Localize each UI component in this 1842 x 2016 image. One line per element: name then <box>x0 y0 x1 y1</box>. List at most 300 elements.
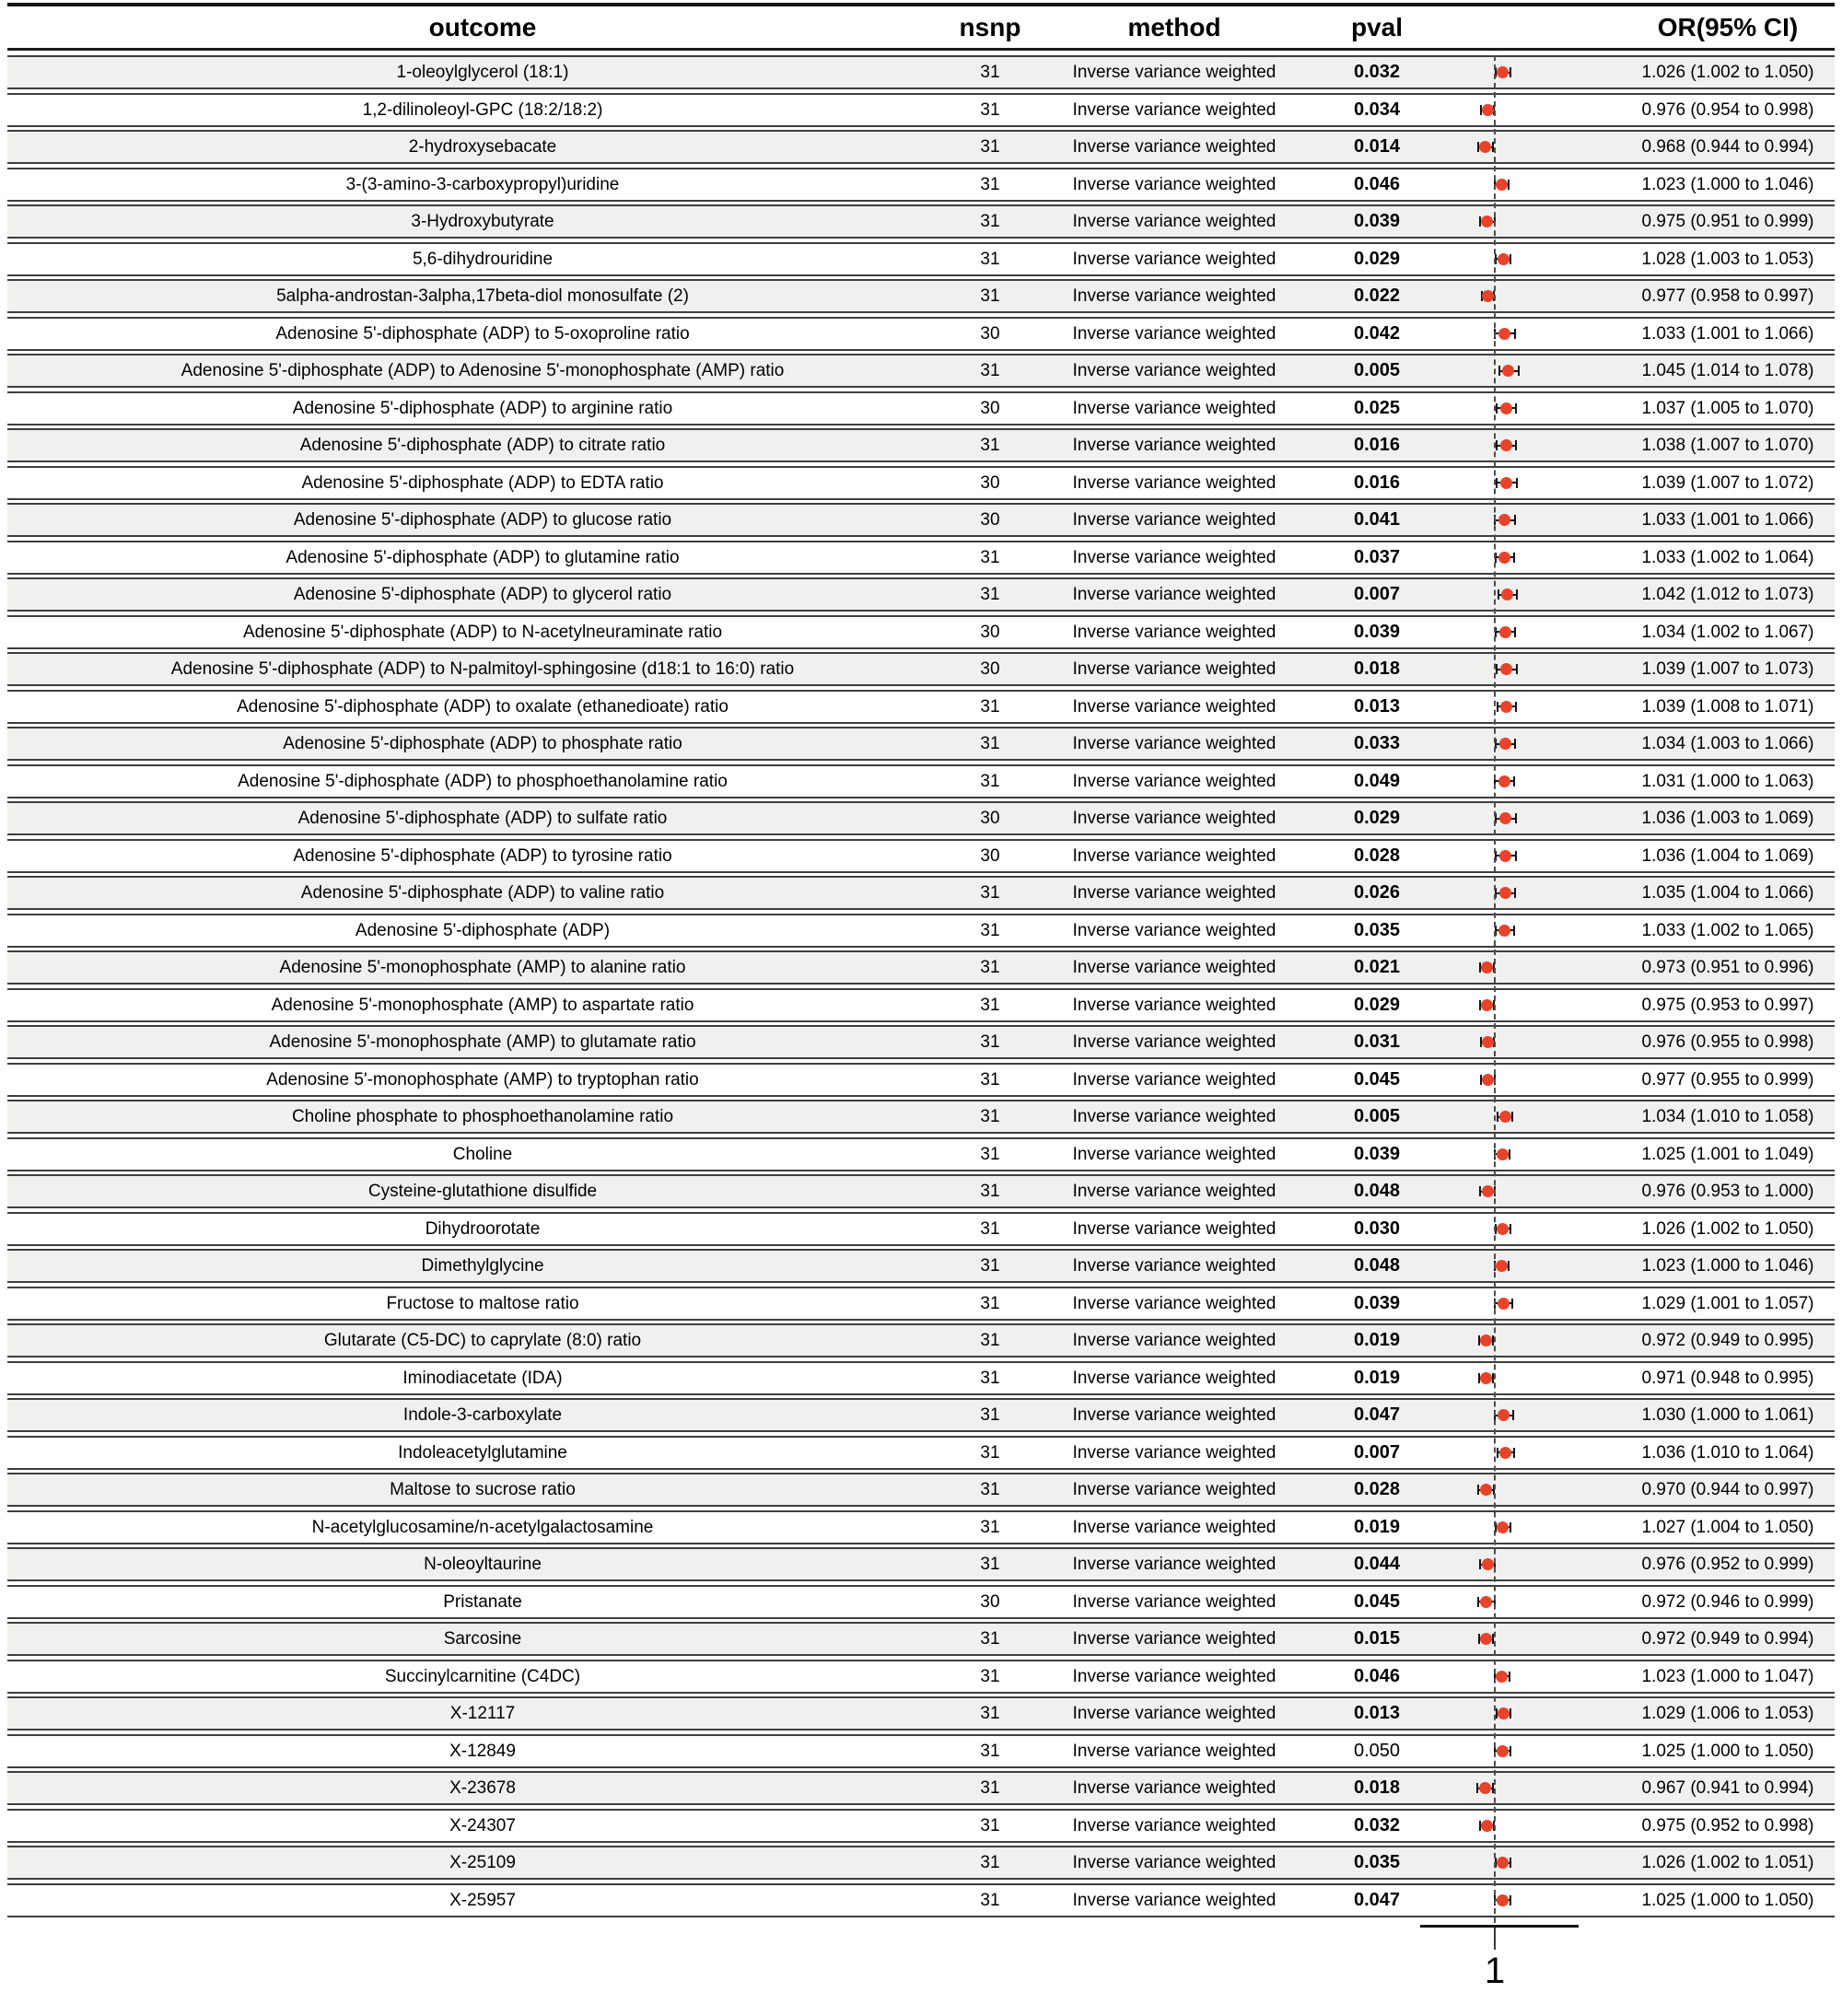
pval-cell: 0.028 <box>1353 845 1401 866</box>
table-row <box>7 204 1835 239</box>
or-point-marker <box>1497 1894 1509 1906</box>
or-point-marker <box>1480 1372 1492 1384</box>
or-ci-cell: 0.972 (0.946 to 0.999) <box>1641 1591 1814 1612</box>
column-header-pval: pval <box>1350 12 1404 41</box>
nsnp-cell: 31 <box>980 1368 1000 1388</box>
or-point-marker <box>1499 887 1511 899</box>
or-point-marker <box>1496 1671 1508 1683</box>
or-point-marker <box>1498 253 1510 265</box>
method-cell: Inverse variance weighted <box>1072 1069 1277 1090</box>
method-cell: Inverse variance weighted <box>1072 547 1277 567</box>
forest-cell <box>1428 1438 1621 1468</box>
pval-cell: 0.019 <box>1353 1367 1401 1388</box>
table-row <box>7 503 1835 537</box>
nsnp-cell: 31 <box>980 1331 1000 1350</box>
or-ci-cell: 1.029 (1.006 to 1.053) <box>1641 1704 1814 1723</box>
or-ci-cell: 0.976 (0.955 to 0.998) <box>1641 1032 1814 1052</box>
or-ci-cell: 1.034 (1.010 to 1.058) <box>1641 1107 1814 1126</box>
outcome-cell: Adenosine 5'-diphosphate (ADP) to EDTA ratio <box>301 472 664 493</box>
method-cell: Inverse variance weighted <box>1072 1442 1277 1462</box>
outcome-cell: Adenosine 5'-diphosphate (ADP) to oxalate (ethanedioate) ratio <box>237 696 729 717</box>
outcome-cell: Adenosine 5'-monophosphate (AMP) to aspartate ratio <box>271 995 694 1015</box>
pval-cell: 0.018 <box>1353 658 1401 679</box>
ci-cap-right <box>1513 926 1515 936</box>
nsnp-cell: 31 <box>980 1107 1000 1126</box>
pval-cell: 0.019 <box>1353 1330 1401 1350</box>
nsnp-cell: 31 <box>980 547 1000 567</box>
nsnp-cell: 30 <box>980 510 1000 530</box>
nsnp-cell: 31 <box>980 1778 1000 1798</box>
nsnp-cell: 31 <box>980 696 1000 717</box>
method-cell: Inverse variance weighted <box>1072 1666 1277 1686</box>
or-point-marker <box>1497 1521 1509 1533</box>
nsnp-cell: 31 <box>980 958 1000 977</box>
forest-cell <box>1428 1811 1621 1841</box>
forest-cell <box>1428 206 1621 237</box>
pval-cell: 0.041 <box>1353 509 1401 530</box>
forest-cell <box>1428 654 1621 684</box>
forest-cell <box>1428 319 1621 349</box>
forest-cell <box>1428 393 1621 424</box>
method-cell: Inverse variance weighted <box>1072 510 1277 530</box>
ci-cap-right <box>1512 1410 1514 1420</box>
pval-cell: 0.033 <box>1353 733 1401 753</box>
table-row <box>7 1809 1835 1843</box>
method-cell: Inverse variance weighted <box>1072 472 1277 493</box>
table-row <box>7 615 1835 649</box>
forest-cell <box>1428 505 1621 535</box>
outcome-cell: Adenosine 5'-diphosphate (ADP) to 5-oxoproline ratio <box>275 323 690 344</box>
pval-cell: 0.046 <box>1353 1665 1401 1686</box>
nsnp-cell: 30 <box>980 622 1000 642</box>
ci-cap-right <box>1514 627 1516 637</box>
outcome-cell: N-acetylglucosamine/n-acetylgalactosamine <box>311 1517 654 1537</box>
or-point-marker <box>1499 812 1511 824</box>
outcome-cell: 3-(3-amino-3-carboxypropyl)uridine <box>345 174 620 194</box>
method-cell: Inverse variance weighted <box>1072 1517 1277 1537</box>
outcome-cell: Adenosine 5'-diphosphate (ADP) to N-acetylneuraminate ratio <box>242 622 723 642</box>
outcome-cell: Glutarate (C5-DC) to caprylate (8:0) ratio <box>323 1331 642 1350</box>
nsnp-cell: 31 <box>980 361 1000 380</box>
forest-cell <box>1428 468 1621 498</box>
ci-cap-right <box>1509 1672 1510 1682</box>
ci-cap-right <box>1518 366 1520 376</box>
forest-cell <box>1428 1512 1621 1543</box>
or-ci-cell: 0.973 (0.951 to 0.996) <box>1641 958 1814 977</box>
ci-cap-right <box>1510 67 1511 77</box>
table-header-row <box>7 6 1835 51</box>
or-ci-cell: 1.034 (1.003 to 1.066) <box>1641 734 1814 753</box>
outcome-cell: Indoleacetylglutamine <box>398 1442 567 1462</box>
or-point-marker <box>1482 290 1494 302</box>
forest-cell <box>1428 1288 1621 1319</box>
forest-cell <box>1428 244 1621 274</box>
outcome-cell: N-oleoyltaurine <box>424 1555 542 1574</box>
pval-cell: 0.035 <box>1353 1852 1401 1872</box>
or-ci-cell: 1.030 (1.000 to 1.061) <box>1641 1405 1814 1425</box>
pval-cell: 0.025 <box>1353 397 1401 418</box>
ci-cap-right <box>1510 1858 1511 1868</box>
nsnp-cell: 31 <box>980 1256 1000 1276</box>
or-ci-cell: 1.034 (1.002 to 1.067) <box>1641 622 1814 642</box>
method-cell: Inverse variance weighted <box>1072 212 1277 231</box>
table-row <box>7 1174 1835 1208</box>
method-cell: Inverse variance weighted <box>1072 137 1277 157</box>
table-row <box>7 1883 1835 1917</box>
method-cell: Inverse variance weighted <box>1072 1890 1277 1910</box>
outcome-cell: Adenosine 5'-diphosphate (ADP) to valine ratio <box>300 883 665 903</box>
outcome-cell: 3-Hydroxybutyrate <box>411 212 554 231</box>
table-row <box>7 130 1835 164</box>
method-cell: Inverse variance weighted <box>1072 1778 1277 1798</box>
outcome-cell: Fructose to maltose ratio <box>386 1293 579 1313</box>
ci-cap-left <box>1496 440 1498 450</box>
pval-cell: 0.032 <box>1353 62 1401 82</box>
method-cell: Inverse variance weighted <box>1072 585 1277 604</box>
ci-cap-right <box>1514 515 1516 525</box>
method-cell: Inverse variance weighted <box>1072 1368 1277 1388</box>
forest-cell <box>1428 617 1621 647</box>
forest-cell <box>1428 1587 1621 1617</box>
table-row <box>7 1547 1835 1581</box>
or-ci-cell: 0.975 (0.953 to 0.997) <box>1641 995 1814 1015</box>
method-cell: Inverse variance weighted <box>1072 1480 1277 1499</box>
or-point-marker <box>1482 1074 1494 1086</box>
pval-cell: 0.039 <box>1353 621 1401 642</box>
pval-cell: 0.016 <box>1353 472 1401 493</box>
table-row <box>7 1025 1835 1059</box>
outcome-cell: Adenosine 5'-monophosphate (AMP) to glutamate ratio <box>269 1032 696 1052</box>
table-row <box>7 727 1835 761</box>
or-ci-cell: 1.038 (1.007 to 1.070) <box>1641 436 1814 455</box>
forest-cell <box>1428 1847 1621 1878</box>
pval-cell: 0.005 <box>1353 1106 1401 1126</box>
or-point-marker <box>1500 439 1512 451</box>
or-point-marker <box>1482 104 1494 116</box>
ci-cap-left <box>1497 702 1498 712</box>
outcome-cell: Adenosine 5'-diphosphate (ADP) to Adenosine 5'-monophosphate (AMP) ratio <box>181 361 785 380</box>
nsnp-cell: 31 <box>980 920 1000 940</box>
forest-cell <box>1428 915 1621 946</box>
ci-cap-right <box>1515 702 1517 712</box>
table-row <box>7 1063 1835 1097</box>
table-row <box>7 914 1835 948</box>
ci-cap-right <box>1509 1149 1510 1159</box>
nsnp-cell: 31 <box>980 1442 1000 1462</box>
forest-cell <box>1428 430 1621 460</box>
pval-cell: 0.039 <box>1353 1292 1401 1313</box>
nsnp-cell: 31 <box>980 1293 1000 1313</box>
method-cell: Inverse variance weighted <box>1072 958 1277 977</box>
outcome-cell: 2-hydroxysebacate <box>408 137 557 157</box>
pval-cell: 0.019 <box>1353 1516 1401 1537</box>
outcome-cell: Adenosine 5'-diphosphate (ADP) to glycerol ratio <box>293 585 672 604</box>
nsnp-cell: 31 <box>980 1853 1000 1872</box>
nsnp-cell: 31 <box>980 585 1000 604</box>
ci-cap-right <box>1510 1708 1511 1719</box>
ci-cap-left <box>1496 664 1498 674</box>
table-row <box>7 577 1835 612</box>
table-row <box>7 876 1835 910</box>
or-ci-cell: 1.036 (1.003 to 1.069) <box>1641 809 1814 828</box>
pval-cell: 0.034 <box>1353 99 1401 120</box>
pval-cell: 0.050 <box>1353 1740 1401 1761</box>
table-row <box>7 1473 1835 1507</box>
nsnp-cell: 31 <box>980 436 1000 455</box>
ci-cap-right <box>1516 664 1518 674</box>
table-row <box>7 55 1835 89</box>
method-cell: Inverse variance weighted <box>1072 1405 1277 1425</box>
or-ci-cell: 1.023 (1.000 to 1.046) <box>1641 174 1814 194</box>
or-point-marker <box>1497 1857 1509 1869</box>
or-point-marker <box>1498 1409 1510 1421</box>
ci-cap-right <box>1515 851 1517 861</box>
outcome-cell: Adenosine 5'-diphosphate (ADP) to glutamine ratio <box>286 547 680 567</box>
or-point-marker <box>1499 850 1511 862</box>
outcome-cell: Adenosine 5'-diphosphate (ADP) to sulfate ratio <box>297 809 668 828</box>
or-point-marker <box>1500 701 1512 713</box>
nsnp-cell: 30 <box>980 472 1000 493</box>
or-ci-cell: 0.967 (0.941 to 0.994) <box>1641 1778 1814 1798</box>
or-ci-cell: 1.025 (1.000 to 1.050) <box>1641 1741 1814 1761</box>
method-cell: Inverse variance weighted <box>1072 734 1277 753</box>
outcome-cell: Adenosine 5'-diphosphate (ADP) to tyrosine ratio <box>293 845 672 866</box>
nsnp-cell: 31 <box>980 1182 1000 1201</box>
method-cell: Inverse variance weighted <box>1072 1032 1277 1052</box>
ci-cap-right <box>1510 1746 1511 1756</box>
x-axis-tick <box>1494 1928 1496 1950</box>
outcome-cell: X-12849 <box>449 1741 516 1761</box>
pval-cell: 0.037 <box>1353 546 1401 567</box>
pval-cell: 0.005 <box>1353 360 1401 380</box>
or-point-marker <box>1502 365 1514 377</box>
forest-cell <box>1428 281 1621 311</box>
or-ci-cell: 1.035 (1.004 to 1.066) <box>1641 883 1814 903</box>
nsnp-cell: 31 <box>980 1218 1000 1239</box>
nsnp-cell: 31 <box>980 1815 1000 1835</box>
forest-cell <box>1428 1698 1621 1729</box>
ci-cap-right <box>1514 739 1516 749</box>
pval-cell: 0.032 <box>1353 1814 1401 1835</box>
ci-cap-left <box>1497 1448 1498 1458</box>
method-cell: Inverse variance weighted <box>1072 622 1277 642</box>
or-ci-cell: 0.976 (0.952 to 0.999) <box>1641 1555 1814 1574</box>
ci-cap-right <box>1516 478 1518 488</box>
nsnp-cell: 31 <box>980 1480 1000 1499</box>
or-point-marker <box>1499 738 1511 750</box>
ci-cap-left <box>1477 1597 1479 1607</box>
or-ci-cell: 0.975 (0.951 to 0.999) <box>1641 212 1814 231</box>
nsnp-cell: 31 <box>980 1144 1000 1164</box>
table-row <box>7 1771 1835 1805</box>
pval-cell: 0.047 <box>1353 1404 1401 1425</box>
forest-cell <box>1428 1101 1621 1132</box>
outcome-cell: 5,6-dihydrouridine <box>412 249 554 269</box>
table-row <box>7 391 1835 425</box>
forest-cell <box>1428 841 1621 871</box>
forest-cell <box>1428 1736 1621 1766</box>
ci-cap-right <box>1514 329 1516 339</box>
or-ci-cell: 1.028 (1.003 to 1.053) <box>1641 249 1814 269</box>
forest-cell <box>1428 1214 1621 1244</box>
forest-cell <box>1428 1474 1621 1505</box>
pval-cell: 0.013 <box>1353 1703 1401 1723</box>
or-point-marker <box>1500 402 1512 414</box>
nsnp-cell: 30 <box>980 1591 1000 1612</box>
pval-cell: 0.014 <box>1353 136 1401 157</box>
forest-cell <box>1428 1773 1621 1803</box>
or-point-marker <box>1480 1596 1492 1608</box>
table-row <box>7 1249 1835 1283</box>
x-axis-tick-label: 1 <box>1484 1951 1506 1991</box>
ci-cap-right <box>1508 180 1510 190</box>
outcome-cell: X-23678 <box>449 1778 516 1798</box>
or-ci-cell: 1.033 (1.002 to 1.064) <box>1641 547 1814 567</box>
pval-cell: 0.039 <box>1353 211 1401 231</box>
nsnp-cell: 30 <box>980 659 1000 679</box>
ci-cap-right <box>1515 440 1517 450</box>
method-cell: Inverse variance weighted <box>1072 286 1277 306</box>
or-ci-cell: 1.045 (1.014 to 1.078) <box>1641 361 1814 380</box>
or-ci-cell: 1.039 (1.007 to 1.073) <box>1641 659 1814 679</box>
nsnp-cell: 30 <box>980 845 1000 866</box>
nsnp-cell: 31 <box>980 771 1000 791</box>
outcome-cell: Sarcosine <box>443 1629 522 1649</box>
outcome-cell: Adenosine 5'-diphosphate (ADP) to phosphoethanolamine ratio <box>238 771 728 791</box>
outcome-cell: 5alpha-androstan-3alpha,17beta-diol monosulfate (2) <box>276 286 689 306</box>
table-row <box>7 1398 1835 1432</box>
pval-cell: 0.045 <box>1353 1068 1401 1090</box>
nsnp-cell: 31 <box>980 1069 1000 1090</box>
or-ci-cell: 1.036 (1.004 to 1.069) <box>1641 845 1814 866</box>
ci-cap-right <box>1513 776 1515 787</box>
method-cell: Inverse variance weighted <box>1072 1591 1277 1612</box>
outcome-cell: X-25109 <box>449 1853 516 1872</box>
forest-cell <box>1428 766 1621 797</box>
pval-cell: 0.015 <box>1353 1628 1401 1649</box>
method-cell: Inverse variance weighted <box>1072 659 1277 679</box>
or-point-marker <box>1480 1484 1492 1496</box>
or-point-marker <box>1479 141 1491 153</box>
ci-cap-right <box>1510 1522 1511 1532</box>
ci-cap-right <box>1511 1112 1513 1122</box>
table-body <box>7 55 1835 1920</box>
outcome-cell: 1,2-dilinoleoyl-GPC (18:2/18:2) <box>362 99 603 120</box>
or-point-marker <box>1498 514 1510 526</box>
pval-cell: 0.018 <box>1353 1777 1401 1798</box>
table-row <box>7 1361 1835 1395</box>
or-point-marker <box>1499 1111 1511 1123</box>
ci-cap-right <box>1511 1299 1513 1309</box>
method-cell: Inverse variance weighted <box>1072 1218 1277 1239</box>
method-cell: Inverse variance weighted <box>1072 436 1277 455</box>
table-row <box>7 690 1835 724</box>
method-cell: Inverse variance weighted <box>1072 883 1277 903</box>
or-ci-cell: 1.039 (1.008 to 1.071) <box>1641 696 1814 717</box>
nsnp-cell: 31 <box>980 995 1000 1015</box>
table-row <box>7 988 1835 1022</box>
nsnp-cell: 31 <box>980 1741 1000 1761</box>
pval-cell: 0.022 <box>1353 286 1401 306</box>
method-cell: Inverse variance weighted <box>1072 323 1277 344</box>
or-ci-cell: 1.033 (1.001 to 1.066) <box>1641 323 1814 344</box>
outcome-cell: Adenosine 5'-diphosphate (ADP) to arginine ratio <box>292 398 673 418</box>
table-row <box>7 1510 1835 1544</box>
or-point-marker <box>1501 588 1513 600</box>
pval-cell: 0.029 <box>1353 808 1401 828</box>
pval-cell: 0.026 <box>1353 882 1401 903</box>
outcome-cell: Adenosine 5'-diphosphate (ADP) <box>355 920 611 940</box>
method-cell: Inverse variance weighted <box>1072 1107 1277 1126</box>
or-point-marker <box>1498 1298 1510 1310</box>
nsnp-cell: 31 <box>980 137 1000 157</box>
outcome-cell: Adenosine 5'-diphosphate (ADP) to glucose ratio <box>293 510 672 530</box>
outcome-cell: Cysteine-glutathione disulfide <box>367 1182 598 1201</box>
or-ci-cell: 1.037 (1.005 to 1.070) <box>1641 398 1814 418</box>
or-point-marker <box>1498 925 1510 937</box>
or-point-marker <box>1497 1148 1509 1160</box>
column-header-or-ci: OR(95% CI) <box>1657 12 1799 41</box>
ci-cap-right <box>1513 553 1515 563</box>
forest-cell <box>1428 1065 1621 1095</box>
or-ci-cell: 1.036 (1.010 to 1.064) <box>1641 1442 1814 1462</box>
table-row <box>7 1846 1835 1880</box>
nsnp-cell: 31 <box>980 734 1000 753</box>
table-row <box>7 801 1835 835</box>
or-point-marker <box>1497 66 1509 78</box>
or-point-marker <box>1498 328 1510 340</box>
method-cell: Inverse variance weighted <box>1072 1741 1277 1761</box>
outcome-cell: Indole-3-carboxylate <box>402 1405 563 1425</box>
table-row <box>7 354 1835 388</box>
or-ci-cell: 0.970 (0.944 to 0.997) <box>1641 1480 1814 1499</box>
or-point-marker <box>1482 1558 1494 1570</box>
table-row <box>7 541 1835 575</box>
or-point-marker <box>1498 1707 1510 1719</box>
ci-cap-left <box>1496 478 1498 488</box>
table-row <box>7 242 1835 276</box>
table-row <box>7 1734 1835 1768</box>
method-cell: Inverse variance weighted <box>1072 1815 1277 1835</box>
forest-cell <box>1428 803 1621 833</box>
ci-cap-right <box>1516 589 1518 600</box>
table-row <box>7 168 1835 202</box>
method-cell: Inverse variance weighted <box>1072 809 1277 828</box>
or-point-marker <box>1498 552 1510 564</box>
forest-cell <box>1428 1325 1621 1356</box>
method-cell: Inverse variance weighted <box>1072 361 1277 380</box>
outcome-cell: Pristanate <box>443 1591 522 1612</box>
nsnp-cell: 31 <box>980 249 1000 269</box>
pval-cell: 0.048 <box>1353 1181 1401 1201</box>
outcome-cell: Adenosine 5'-diphosphate (ADP) to phosphate ratio <box>283 734 682 753</box>
forest-cell <box>1428 1549 1621 1579</box>
pval-cell: 0.042 <box>1353 322 1401 344</box>
or-ci-cell: 0.972 (0.949 to 0.995) <box>1641 1331 1814 1350</box>
or-ci-cell: 1.027 (1.004 to 1.050) <box>1641 1517 1814 1537</box>
ci-cap-left <box>1498 366 1500 376</box>
method-cell: Inverse variance weighted <box>1072 249 1277 269</box>
or-ci-cell: 1.026 (1.002 to 1.050) <box>1641 63 1814 82</box>
method-cell: Inverse variance weighted <box>1072 1293 1277 1313</box>
table-row <box>7 764 1835 798</box>
nsnp-cell: 31 <box>980 174 1000 194</box>
table-row <box>7 466 1835 500</box>
ci-cap-right <box>1515 403 1517 414</box>
pval-cell: 0.030 <box>1353 1218 1401 1239</box>
ci-cap-left <box>1476 1783 1478 1793</box>
outcome-cell: Succinylcarnitine (C4DC) <box>384 1666 581 1686</box>
